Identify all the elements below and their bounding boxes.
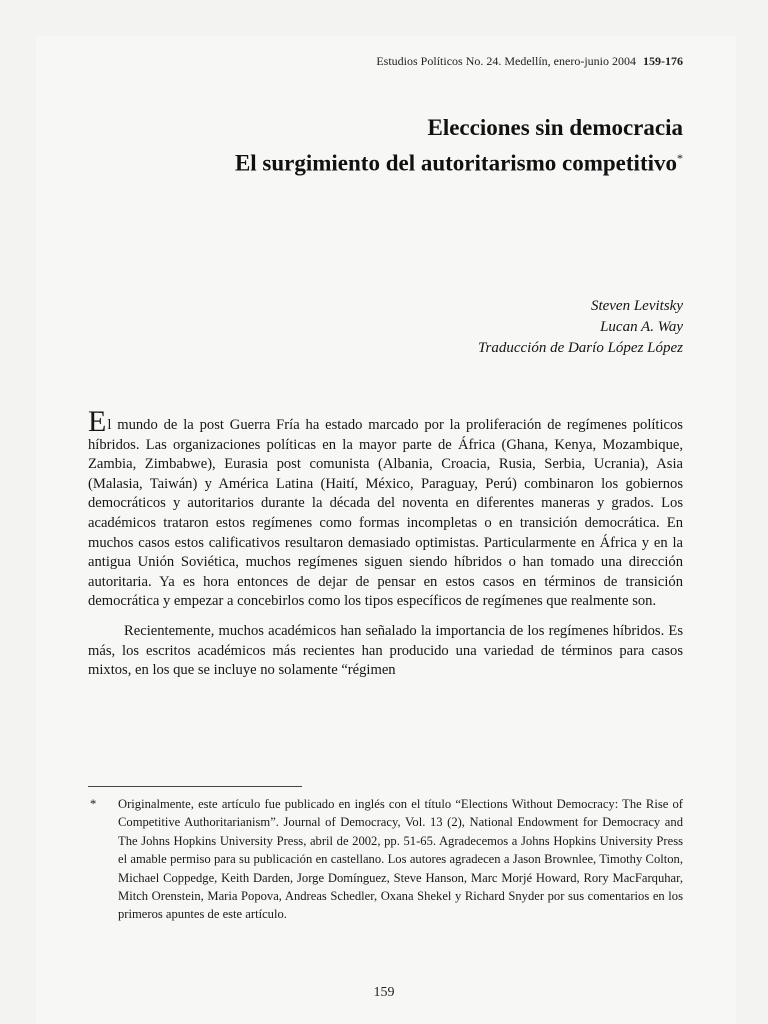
journal-citation: Estudios Políticos No. 24. Medellín, enero-junio 2004 <box>376 54 636 68</box>
journal-header <box>376 54 683 69</box>
drop-initial: E <box>88 405 107 438</box>
body-text <box>88 405 683 681</box>
author-2: Lucan A. Way <box>600 319 683 335</box>
page-number: 159 <box>373 985 395 1000</box>
title-line-2 <box>235 143 683 179</box>
paragraph-1-text: l mundo de la post Guerra Fría ha estado marcado por la proliferación de regímenes políticos híbridos. Las organizaciones políticas en la mayor parte de África (Ghana, Kenya, Mozambique, Zambia, Zimbabwe), Eurasia post comunista (Albania, Croacia, Rusia, Serbia, Ucrania), Asia (Malasia, Taiwán) y América Latina (Haití, México, Paraguay, Perú) combinaron los gobiernos democráticos y autoritarios durante la década del noventa en diferentes maneras y grados. Los académicos trataron estos regímenes como formas incompletas o en transición democrática. En muchos casos estos calificativos resultaron demasiado optimistas. Particularmente en África y en la antigua Unión Soviética, muchos regímenes siguen siendo híbridos o han tomado una dirección autoritaria. Ya es hora entonces de dejar de pensar en estos casos en términos de transición democrática y empezar a concebirlos como los tipos específicos de regímenes que realmente son. <box>88 417 683 610</box>
footnote-marker: * <box>90 797 97 811</box>
footnote-divider <box>88 786 302 787</box>
translator: Traducción de Darío López López <box>477 340 683 356</box>
paragraph-2: Recientemente, muchos académicos han señalado la importancia de los regímenes híbridos. Es más, los escritos académicos más recientes han producido una variedad de términos para casos mixtos, en los que se incluye no solamente “régimen <box>88 622 683 679</box>
author-1: Steven Levitsky <box>590 298 683 314</box>
footnote <box>88 795 683 924</box>
footnote-text: Originalmente, este artículo fue publicado en inglés con el título “Elections Without Democracy: The Rise of Competitive Authoritarianism”. Journal of Democracy, Vol. 13 (2), National Endowment for Democracy and The Johns Hopkins University Press, abril de 2002, pp. 51-65. Agradecemos a Johns Hopkins University Press el amable permiso para su publicación en castellano. Los autores agradecen a Jason Brownlee, Timothy Colton, Michael Coppedge, Keith Darden, Jorge Domínguez, Steve Hanson, Marc Morjé Howard, Rory MacFarquhar, Mitch Orenstein, Maria Popova, Andreas Schedler, Oxana Shekel y Richard Snyder por sus comentarios en los primeros apuntes de este artículo. <box>118 797 683 922</box>
byline <box>478 296 683 359</box>
title-line-2-text: El surgimiento del autoritarismo competitivo <box>234 150 677 176</box>
page-range: 159-176 <box>643 54 683 68</box>
title-line-1: Elecciones sin democracia <box>427 115 683 140</box>
article-title <box>235 112 683 179</box>
title-footnote-mark: * <box>677 151 683 165</box>
paragraph-1 <box>88 405 683 612</box>
